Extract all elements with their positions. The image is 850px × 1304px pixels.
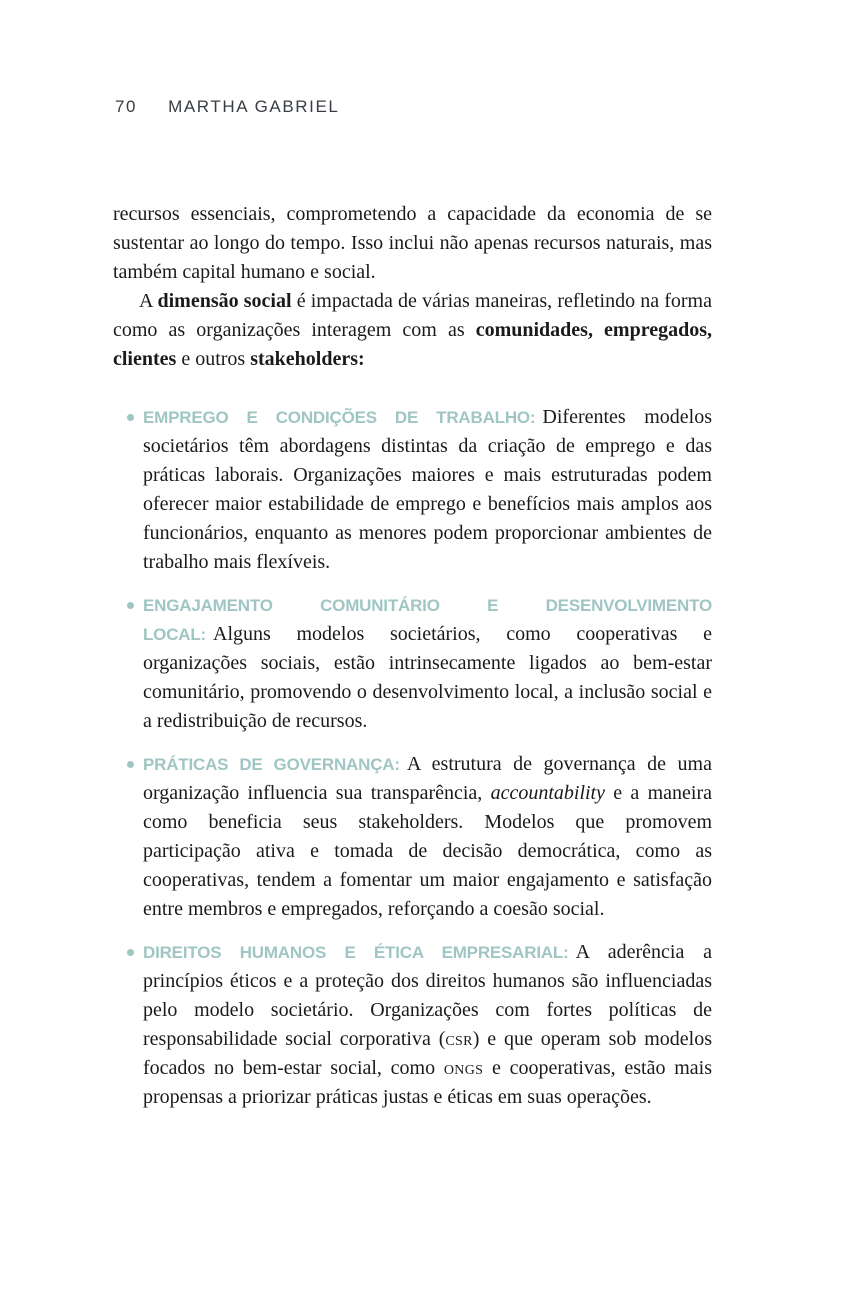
text-segment: é impactada de várias maneiras, refletindo na forma como as organizações interagem com as [113, 290, 712, 341]
bullet-paragraph [143, 591, 712, 736]
text-segment: A aderência a princípios éticos e a proteção dos direitos humanos são influenciadas pelo modelo societário. Organizações com fortes políticas de responsabilidade social corporativa ( [143, 941, 713, 1050]
paragraph-intro [113, 287, 712, 374]
text-segment: e a maneira como beneficia seus stakeholders. Modelos que promovem participação ativa e tomada de decisão democrática, como as cooperativas, tendem a fomentar um maior engajamento e satisfação entre membros e empregados, reforçando a coesão social. [143, 782, 712, 920]
text-segment-smallcaps: ONGs [443, 1057, 484, 1079]
text-segment [593, 319, 604, 341]
bullet-list [113, 403, 712, 1112]
text-segment-italic: accountability [490, 782, 605, 804]
bullet-dot-icon [127, 761, 134, 768]
page-number: 70 [115, 97, 138, 116]
bullet-item [113, 750, 712, 924]
bullet-dot-icon [127, 602, 134, 609]
bullet-paragraph [143, 938, 712, 1112]
bullet-paragraph [143, 403, 712, 577]
text-segment: A estrutura de governança de uma organização influencia sua transparência, [143, 753, 712, 804]
bullet-paragraph [143, 750, 712, 924]
text-segment-bold: comunidades, [475, 319, 593, 341]
text-segment-smallcaps: CSR [445, 1028, 473, 1050]
text-segment: Alguns modelos societários, como cooperativas e organizações sociais, estão intrinsecamente ligados ao bem-estar comunitário, promovendo o desenvolvimento local, a inclusão social e a redistribuição de recursos. [143, 623, 712, 732]
text-segment: Diferentes modelos societários têm abordagens distintas da criação de emprego e das práticas laborais. Organizações maiores e mais estruturadas podem oferecer maior estabilidade de emprego e benefícios mais amplos aos funcionários, enquanto as menores podem proporcionar ambientes de trabalho mais flexíveis. [143, 406, 712, 573]
text-segment-bold: clientes [113, 348, 177, 370]
text-segment: ) e que operam sob modelos focados no bem-estar social, como [143, 1028, 712, 1079]
running-header [115, 97, 339, 117]
bullet-heading: ENGAJAMENTO COMUNITÁRIO E DESENVOLVIMENTO LOCAL: [143, 596, 712, 644]
text-segment: recursos essenciais, comprometendo a capacidade da economia de se sustentar ao longo do tempo. Isso inclui não apenas recursos naturais, mas também capital humano e social. [113, 203, 712, 283]
bullet-dot-icon [127, 414, 134, 421]
text-segment-bold: dimensão social [157, 290, 292, 312]
bullet-heading: DIREITOS HUMANOS E ÉTICA EMPRESARIAL: [143, 943, 569, 962]
text-segment-bold: stakeholders: [250, 348, 365, 370]
bullet-item [113, 938, 712, 1112]
bullet-item [113, 591, 712, 736]
paragraph-continuation [113, 200, 712, 287]
text-segment: A [139, 290, 158, 312]
bullet-heading: PRÁTICAS DE GOVERNANÇA: [143, 755, 400, 774]
bullet-heading: EMPREGO E CONDIÇÕES DE TRABALHO: [143, 408, 536, 427]
running-head-author: MARTHA GABRIEL [168, 97, 340, 116]
text-segment-bold: empregados, [604, 319, 713, 341]
bullet-dot-icon [127, 949, 134, 956]
bullet-item [113, 403, 712, 577]
page-content [113, 200, 712, 1126]
text-segment: e outros [176, 348, 251, 370]
text-segment: e cooperativas, estão mais propensas a priorizar práticas justas e éticas em suas operações. [143, 1057, 712, 1108]
